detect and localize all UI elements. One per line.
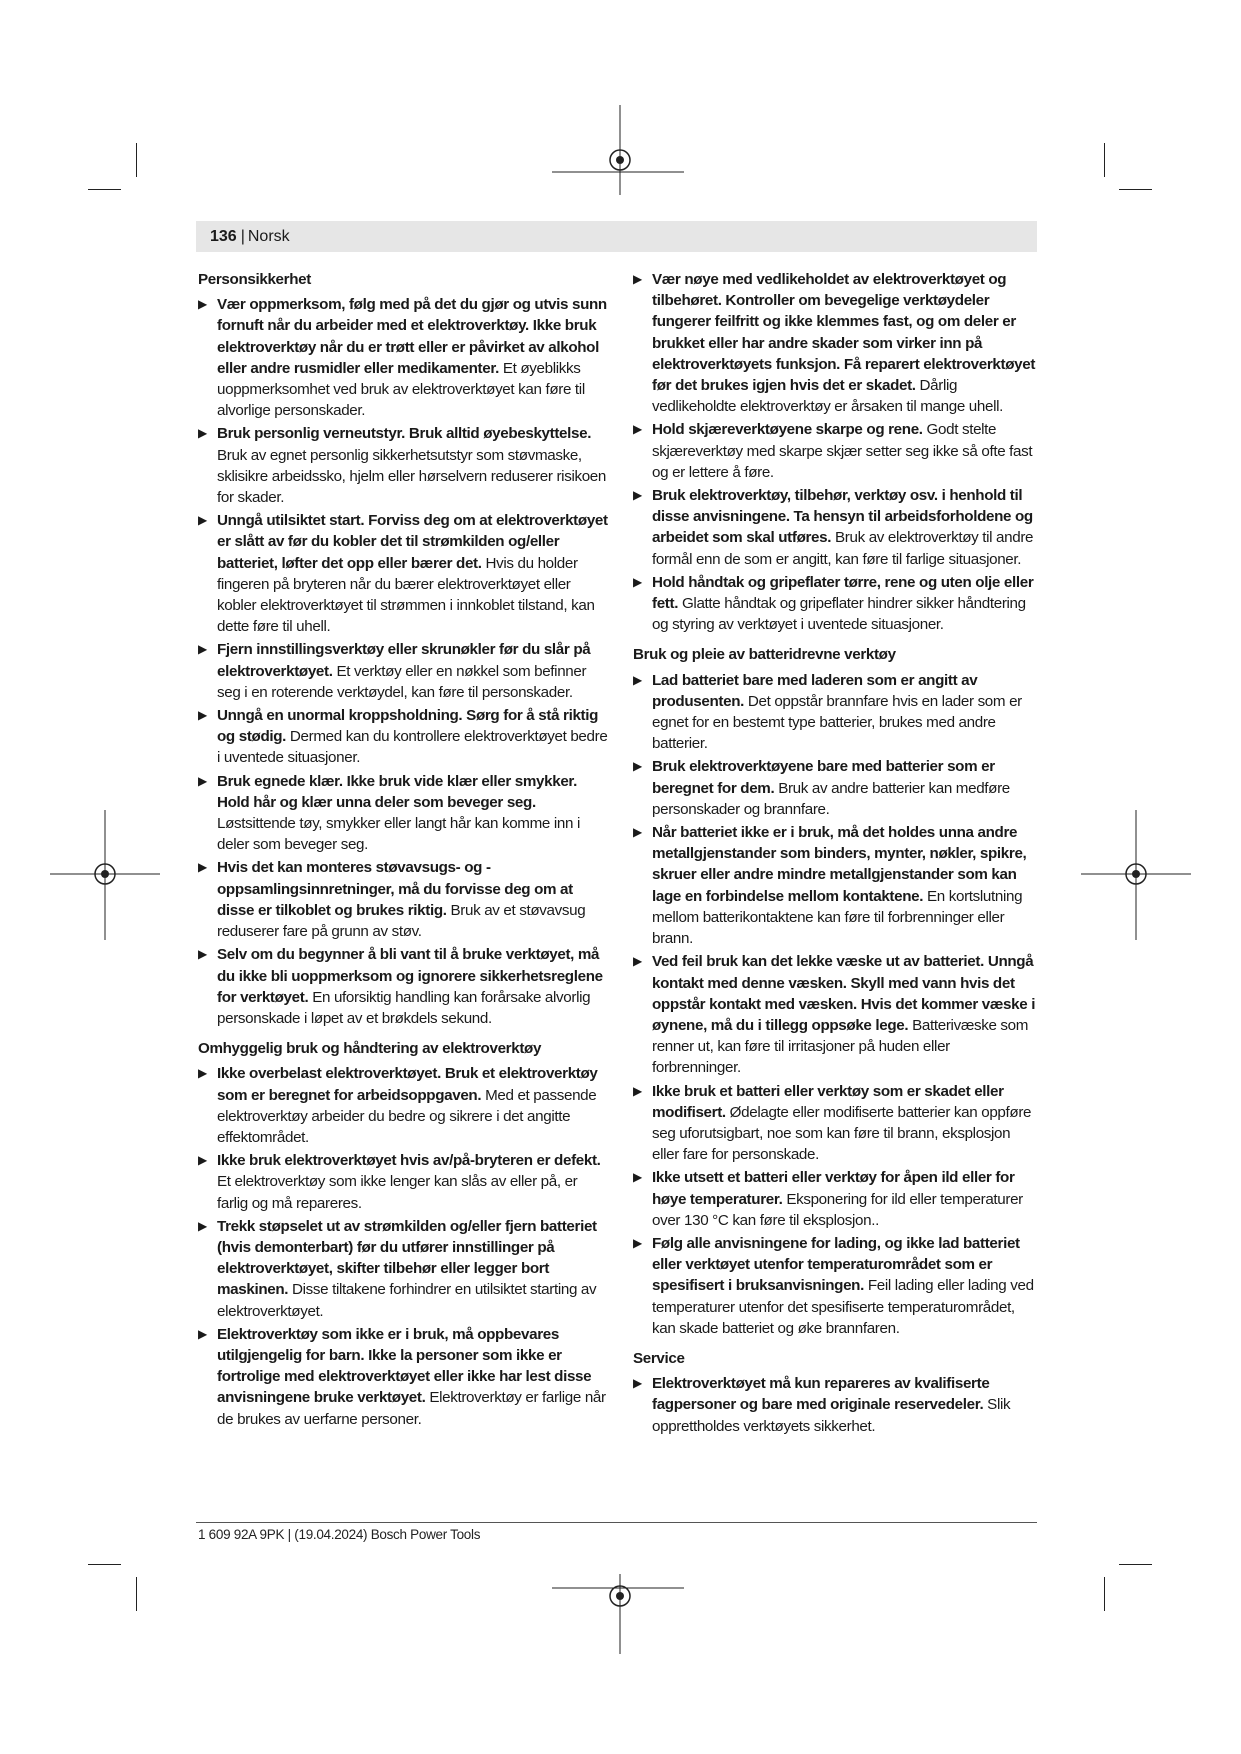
instruction-text: Bruk av elektroverktøy til andre formål enn de som er angitt, kan føre til farlige situasjoner.: [652, 529, 1034, 568]
instruction-item: [198, 510, 608, 637]
instruction-text: Godt stelte skjæreverktøy med skarpe skjær setter seg ikke så ofte fast og er lettere å føre.: [652, 421, 1033, 481]
instruction-text: En uforsiktig handling kan forårsake alvorlig personskade i løpet av et brøkdels sekund.: [217, 988, 591, 1027]
instruction-item: [633, 1081, 1039, 1166]
instruction-item: [633, 756, 1039, 820]
instruction-bold: Selv om du begynner å bli vant til å bruke verktøyet, må du ikke bli uoppmerksom og ignorere sikkerhetsreglene for verktøyet.: [217, 946, 603, 1006]
page-number: 136: [210, 227, 237, 245]
instruction-text: Dårlig vedlikeholdte elektroverktøy er årsaken til mange uhell.: [652, 377, 1003, 416]
instruction-item: [633, 822, 1039, 949]
bullet-triangle-icon: ▶: [633, 825, 642, 840]
section-heading: Bruk og pleie av batteridrevne verktøy: [633, 646, 896, 664]
instruction-bold: Vær oppmerksom, følg med på det du gjør og utvis sunn fornuft når du arbeider med et elektroverktøy. Ikke bruk elektroverktøy når du er trøtt eller er påvirket av alkohol eller andre rusmidler eller medikamenter.: [217, 296, 607, 377]
instruction-bold: Bruk elektroverktøy, tilbehør, verktøy osv. i henhold til disse anvisningene. Ta hensyn til arbeidsforholdene og arbeidet som skal utføres.: [652, 487, 1033, 547]
instruction-bold: Bruk egnede klær. Ikke bruk vide klær eller smykker. Hold hår og klær unna deler som beveger seg.: [217, 772, 578, 811]
instruction-item: [633, 1167, 1039, 1231]
bullet-triangle-icon: ▶: [633, 672, 642, 687]
instruction-bold: Når batteriet ikke er i bruk, må det holdes unna andre metallgjenstander som binders, mynter, nøkler, spikre, skruer eller andre mindre metallgjenstander som kan lage en forbindelse mellom kontaktene.: [652, 824, 1027, 905]
instruction-bold: Elektroverktøyet må kun repareres av kvalifiserte fagpersoner og bare med originale reservedeler.: [652, 1375, 990, 1414]
bullet-triangle-icon: ▶: [633, 1376, 642, 1391]
instruction-item: [633, 951, 1039, 1078]
instruction-text: Batterivæske som renner ut, kan føre til irritasjoner på huden eller forbrenninger.: [652, 1016, 1029, 1077]
bullet-triangle-icon: ▶: [198, 426, 207, 441]
instruction-item: [633, 1373, 1039, 1437]
crop-mark: [136, 143, 137, 177]
bullet-triangle-icon: ▶: [198, 1218, 207, 1233]
instruction-text: Elektroverktøy er farlige når de brukes av uerfarne personer.: [217, 1389, 606, 1428]
instruction-text: Bruk av andre batterier kan medføre personskader og brannfare.: [652, 779, 1010, 818]
bullet-triangle-icon: ▶: [198, 297, 207, 312]
instruction-item: [198, 1216, 608, 1322]
instruction-item: [633, 1233, 1039, 1339]
right-column: [633, 269, 1039, 1439]
bullet-triangle-icon: ▶: [198, 1066, 207, 1081]
bullet-triangle-icon: ▶: [633, 1235, 642, 1250]
crop-mark: [1104, 143, 1105, 177]
instruction-text: Dermed kan du kontrollere elektroverktøyet bedre i uventede situasjoner.: [217, 728, 608, 767]
instruction-item: [198, 857, 608, 942]
bullet-triangle-icon: ▶: [198, 947, 207, 962]
bullet-triangle-icon: ▶: [198, 860, 207, 875]
instruction-bold: Hvis det kan monteres støvavsugs- og -oppsamlingsinnretninger, må du forvisse deg om at disse er tilkoblet og brukes riktig.: [217, 859, 573, 919]
bullet-triangle-icon: ▶: [633, 488, 642, 503]
instruction-bold: Trekk støpselet ut av strømkilden og/eller fjern batteriet (hvis demonterbart) før du utfører innstillinger på elektroverktøyet, skifter tilbehør eller legger bort maskinen.: [217, 1217, 597, 1299]
instruction-item: [633, 572, 1039, 636]
instruction-item: [633, 269, 1039, 417]
instruction-item: [198, 1063, 608, 1148]
instruction-text: Et øyeblikks uoppmerksomhet ved bruk av elektroverktøyet kan føre til alvorlige personskader.: [217, 359, 585, 420]
instruction-bold: Elektroverktøy som ikke er i bruk, må oppbevares utilgjengelig for barn. Ikke la personer som ikke er fortrolige med elektroverktøyet eller ikke har lest disse anvisningene bruke verktøyet.: [217, 1325, 592, 1407]
crop-mark: [1119, 1564, 1152, 1565]
instruction-bold: Ikke bruk elektroverktøyet hvis av/på-bryteren er defekt.: [217, 1152, 601, 1170]
registration-mark-icon: [552, 105, 692, 195]
bullet-triangle-icon: ▶: [198, 1153, 207, 1168]
instruction-bold: Ikke utsett et batteri eller verktøy for åpen ild eller for høye temperaturer.: [652, 1169, 1015, 1208]
instruction-text: Med et passende elektroverktøy arbeider du bedre og sikrere i det angitte effektområdet.: [217, 1086, 597, 1146]
instruction-item: [198, 944, 608, 1029]
section-heading: Omhyggelig bruk og håndtering av elektroverktøy: [198, 1040, 542, 1058]
page-language: Norsk: [247, 227, 290, 245]
instruction-bold: Hold håndtak og gripeflater tørre, rene og uten olje eller fett.: [652, 573, 1034, 613]
bullet-triangle-icon: ▶: [633, 272, 642, 286]
instruction-text: Det oppstår brannfare hvis en lader som er egnet for en bestemt type batterier, brukes med andre batterier.: [652, 692, 1022, 753]
section-heading: Personsikkerhet: [198, 271, 311, 288]
footer-text: 1 609 92A 9PK | (19.04.2024) Bosch Power Tools: [198, 1527, 481, 1542]
crop-mark: [88, 189, 121, 190]
instruction-bold: Bruk personlig verneutstyr. Bruk alltid øyebeskyttelse.: [217, 425, 592, 443]
instruction-text: En kortslutning mellom batterikontaktene kan føre til forbrenninger eller brann.: [652, 887, 1023, 948]
instruction-item: [198, 423, 608, 508]
instruction-text: Bruk av egnet personlig sikkerhetsutstyr som støvmaske, sklisikre arbeidssko, hjelm eller hørselvern reduserer risikoen for skader.: [217, 446, 606, 507]
instruction-item: [198, 1150, 608, 1214]
instruction-bold: Vær nøye med vedlikeholdet av elektroverktøyet og tilbehøret. Kontroller om bevegelige verktøydeler fungerer feilfritt og ikke klemmes fast, og om deler er brukket eller har andre skader som virker inn på elektroverktøyets funksjon. Få reparert elektroverktøyet før det brukes igjen hvis det er skadet.: [652, 271, 1036, 395]
left-column: [198, 269, 608, 1432]
instruction-bold: Hold skjæreverktøyene skarpe og rene.: [652, 421, 923, 439]
bullet-triangle-icon: ▶: [633, 1170, 642, 1185]
bullet-triangle-icon: ▶: [633, 1083, 642, 1098]
registration-mark-icon: [50, 810, 160, 940]
instruction-text: Eksponering for ild eller temperaturer over 130 °C kan føre til eksplosjon..: [652, 1190, 1023, 1229]
instruction-bold: Ikke overbelast elektroverktøyet. Bruk et elektroverktøy som er beregnet for arbeidsoppgaven.: [217, 1065, 598, 1104]
bullet-triangle-icon: ▶: [633, 759, 642, 774]
instruction-bold: Lad batteriet bare med laderen som er angitt av produsenten.: [652, 671, 978, 710]
instruction-text: Løstsittende tøy, smykker eller langt hår kan komme inn i deler som beveger seg.: [217, 815, 580, 854]
instruction-bold: Følg alle anvisningene for lading, og ikke lad batteriet eller verktøyet utenfor temperaturområdet som er spesifisert i bruksanvisningen.: [652, 1234, 1020, 1295]
instruction-bold: Ved feil bruk kan det lekke væske ut av batteriet. Unngå kontakt med denne væsken. Skyll med vann hvis det oppstår kontakt med væsken. Hvis det kommer væske i øynene, må du i tillegg oppsøke lege.: [652, 953, 1036, 1034]
header-separator: |: [240, 227, 245, 245]
instruction-text: Et verktøy eller en nøkkel som befinner seg i en roterende verktøydel, kan føre til personskader.: [217, 662, 587, 701]
bullet-triangle-icon: ▶: [633, 422, 642, 437]
instruction-text: Disse tiltakene forhindrer en utilsiktet starting av elektroverktøyet.: [217, 1281, 597, 1320]
instruction-text: Ødelagte eller modifiserte batterier kan oppføre seg uforutsigbart, noe som kan føre til brann, eksplosjon eller fare for personskade.: [652, 1103, 1032, 1164]
bullet-triangle-icon: ▶: [633, 954, 642, 969]
instruction-item: [198, 705, 608, 769]
instruction-text: Feil lading eller lading ved temperaturer utenfor det spesifiserte temperaturområdet, kan skade batteriet og øke brannfaren.: [652, 1277, 1034, 1337]
instruction-text: Et elektroverktøy som ikke lenger kan slås av eller på, er farlig og må repareres.: [217, 1173, 578, 1212]
instruction-bold: Bruk elektroverktøyene bare med batterier som er beregnet for dem.: [652, 758, 995, 797]
instruction-text: Slik opprettholdes verktøyets sikkerhet.: [652, 1396, 1011, 1435]
page-header: [196, 221, 1037, 252]
instruction-text: Hvis du holder fingeren på bryteren når du bærer elektroverktøyet eller kobler elektroverktøyet til strømmen i innkoblet tilstand, kan dette føre til uhell.: [217, 554, 595, 636]
registration-mark-icon: [1081, 810, 1191, 940]
bullet-triangle-icon: ▶: [198, 708, 207, 723]
bullet-triangle-icon: ▶: [198, 513, 207, 528]
instruction-item: [633, 670, 1039, 755]
crop-mark: [88, 1564, 121, 1565]
instruction-text: Glatte håndtak og gripeflater hindrer sikker håndtering og styring av verktøyet i uventede situasjoner.: [652, 595, 1026, 634]
instruction-item: [198, 294, 608, 421]
bullet-triangle-icon: ▶: [198, 773, 207, 788]
crop-mark: [1119, 189, 1152, 190]
crop-mark: [1104, 1577, 1105, 1611]
instruction-text: Bruk av et støvavsug reduserer fare på grunn av støv.: [217, 901, 586, 941]
bullet-triangle-icon: ▶: [198, 642, 207, 657]
instruction-item: [633, 419, 1039, 483]
crop-mark: [136, 1577, 137, 1611]
instruction-item: [198, 1324, 608, 1430]
instruction-item: [198, 639, 608, 703]
instruction-bold: Fjern innstillingsverktøy eller skrunøkler før du slår på elektroverktøyet.: [217, 641, 591, 680]
section-heading: Service: [633, 1349, 685, 1367]
instruction-bold: Unngå en unormal kroppsholdning. Sørg for å stå riktig og stødig.: [217, 707, 599, 746]
registration-mark-icon: [552, 1574, 692, 1654]
instruction-item: [198, 771, 608, 856]
instruction-bold: Unngå utilsiktet start. Forviss deg om at elektroverktøyet er slått av før du kobler det til strømkilden og/eller batteriet, løfter det opp eller bærer det.: [217, 512, 608, 572]
bullet-triangle-icon: ▶: [198, 1326, 207, 1341]
instruction-bold: Ikke bruk et batteri eller verktøy som er skadet eller modifisert.: [652, 1082, 1004, 1121]
footer-divider: [196, 1522, 1037, 1523]
instruction-item: [633, 485, 1039, 570]
bullet-triangle-icon: ▶: [633, 574, 642, 589]
